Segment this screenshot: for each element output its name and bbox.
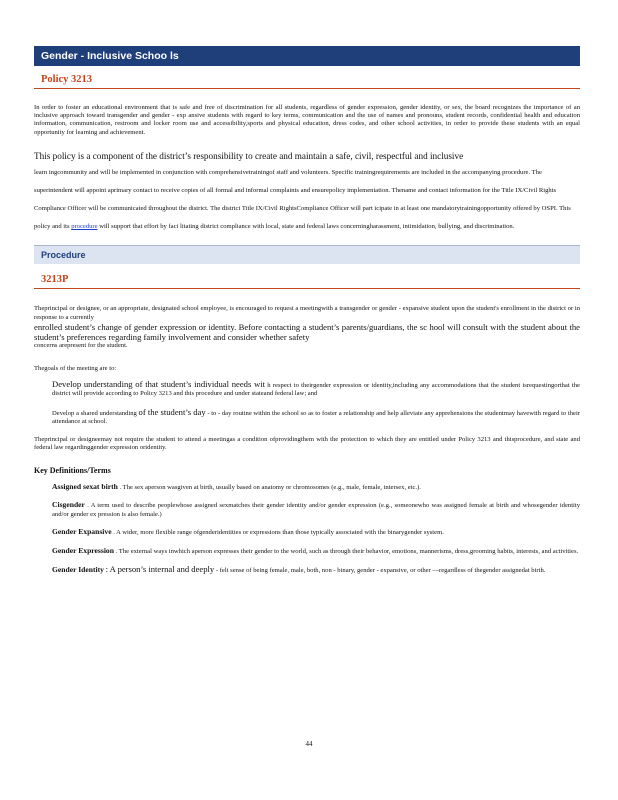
document-page bbox=[34, 46, 580, 584]
goals-list bbox=[34, 380, 580, 427]
list-item bbox=[34, 547, 580, 556]
meeting-paragraph-middle: enrolled student’s change of gender expression or identity. Before contacting a student’s parents/guardians, the sc hool will consult with the student about the student’s preferences regarding family involvement and consider whether safety bbox=[34, 322, 580, 343]
definition-text: . A wider, more flexible range ofgenderidentities or expressions than those typically associated with the binarygender system. bbox=[113, 529, 444, 537]
goal-pre: Develop a shared understanding bbox=[52, 409, 137, 417]
document-title-bar: Gender - Inclusive Schoo ls bbox=[34, 46, 580, 66]
definitions-list bbox=[34, 483, 580, 575]
definition-term: Gender Expression bbox=[52, 545, 114, 555]
definition-text: . The external ways inwhich aperson expresses their gender to the world, such as through their behavior, emotions, mannerisms, dress,grooming habits, interests, and activities. bbox=[115, 547, 579, 555]
policy-component-paragraph bbox=[34, 151, 580, 233]
definitions-heading: Key Definitions/Terms bbox=[34, 466, 111, 476]
list-item bbox=[34, 565, 580, 575]
definition-text: . The sex aperson wasgiven at birth, usually based on anatomy or chromosomes (e.g., male, female, intersex, etc.). bbox=[119, 484, 421, 492]
page-number: 44 bbox=[305, 740, 313, 748]
list-item bbox=[34, 483, 580, 492]
goal-lead: of the student’s day bbox=[138, 406, 206, 417]
meeting-paragraph bbox=[34, 305, 580, 351]
paragraph-lead-sentence: This policy is a component of the district’s responsibility to create and maintain a safe, civil, respectful and inclusive bbox=[34, 150, 464, 161]
definition-text: - felt sense of being female, male, both, non - binary, gender - expansive, or other —regardless of thegender assignedat birth. bbox=[215, 567, 546, 575]
goal-lead: Develop understanding of that student’s individual needs wit bbox=[52, 379, 266, 389]
goal-text: - to - day routine within the school so as to foster a relationship and help alleviate any apprehensions the studentmay havewith regard to their attendance at school. bbox=[52, 409, 580, 426]
meeting-paragraph-start: Theprincipal or designee, or an appropriate, designated school employee, is encouraged to request a meetingwith a transgender or gender - expansive student upon the student's enrollment in the district or in response to a currently bbox=[34, 305, 580, 321]
list-item bbox=[34, 380, 580, 399]
list-item bbox=[34, 408, 580, 427]
paragraph-body-text: learn ingcommunity and will be implemented in conjunction with comprehensivetrainingof staff and volunteers. Specific trainingrequirements are included in the accompanying procedure. The superintendent will appoint aprimary contact to receive copies of all formal and informal complaints and ensurepolicy implementation. Thename and contact information for the Title IX/Civil Rights Compliance Officer will be communicated throughout the district. The district Title IX/Civil RightsCompliance Officer will part icipate in at least one mandatorytrainingopportunity offered by OSPI. This policy and its bbox=[34, 169, 571, 231]
definition-lead: : A person’s internal and deeply bbox=[105, 564, 215, 575]
policy-number-heading: Policy 3213 bbox=[34, 74, 580, 89]
safety-paragraph: Theprincipal or designeemay not require the student to attend a meetingas a condition ofprovidingthem with the protection to which they are entitled under Policy 3213 and thisprocedure, and state and federal law regardinggender expression oridentity. bbox=[34, 435, 580, 451]
definition-term: Gender Expansive bbox=[52, 527, 112, 537]
procedure-link[interactable]: procedure bbox=[71, 223, 98, 231]
procedure-section-bar: Procedure bbox=[34, 245, 580, 264]
definition-term: Assigned sexat birth bbox=[52, 482, 118, 492]
paragraph-body bbox=[34, 169, 571, 230]
procedure-number-heading: 3213P bbox=[34, 274, 580, 289]
paragraph-body-end: will support that effort by faci litating district compliance with local, state and federal laws concerningharassment, intimidation, bullying, and discrimination. bbox=[99, 223, 515, 231]
definition-term: Gender Identity bbox=[52, 565, 104, 575]
list-item bbox=[34, 501, 580, 519]
definition-text: . A term used to describe peoplewhose assigned sexmatches their gender identity and/or gender expression (e.g., someonewho was assigned female at birth and whosegender identity and/or gender ex pression is also female.) bbox=[52, 502, 580, 518]
goals-intro: Thegoals of the meeting are to: bbox=[34, 365, 117, 372]
definition-term: Cisgender bbox=[52, 500, 85, 510]
list-item bbox=[34, 528, 580, 537]
meeting-paragraph-end: concerns arepresent for the student. bbox=[34, 342, 128, 350]
goal-text: h respect to theirgender expression or identity,including any accommodations that the student isrequestingorthat the district will provide according to Policy 3213 and this procedure and under stateand federal law; and bbox=[52, 382, 580, 398]
intro-paragraph: In order to foster an educational environment that is safe and free of discrimination for all students, regardless of gender expression, gender identity, or sex, the board recognizes the importance of an inclusive approach toward transgender and gender - exp ansive students with regard to key terms, communication and the use of names and pronouns, student records, confidential health and education information, communication, restroom and locker room use and accessibility,sports and physical education, dress codes, and other school activities, in order to provide these students with an equal opportunity for learning and achievement. bbox=[34, 104, 580, 136]
